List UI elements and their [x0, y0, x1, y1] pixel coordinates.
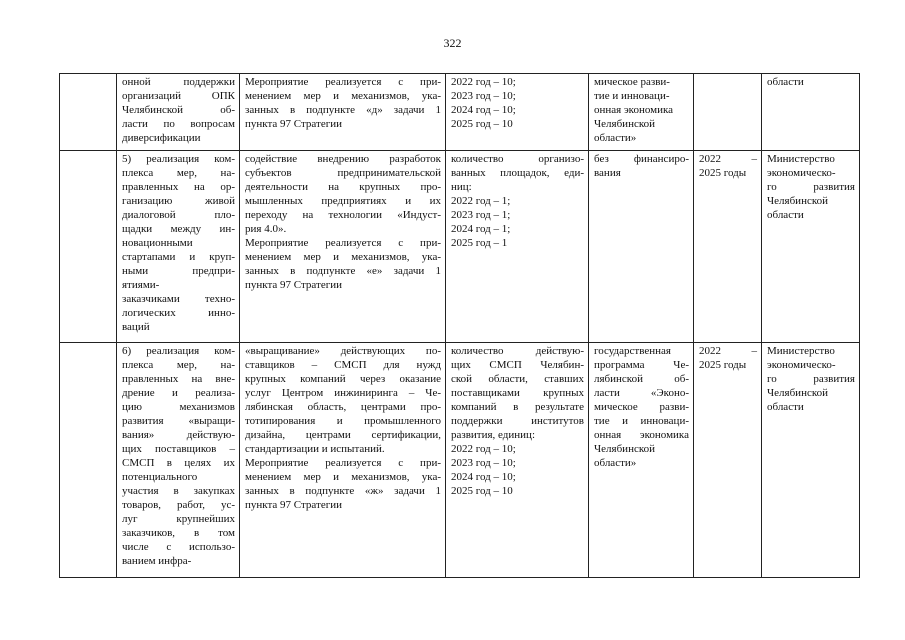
cell-line: онная экономика: [594, 104, 674, 116]
cell-line: тотипирования и промышленного: [245, 415, 441, 427]
cell-line: услуг Центром инжиниринга – Че-: [245, 387, 441, 399]
cell-line: без финансиро-: [594, 153, 689, 165]
cell-line: правленных на ор-: [122, 181, 235, 193]
cell-funding: [589, 343, 694, 578]
cell-line: потенциального: [122, 471, 198, 483]
cell-line: экономическо-: [767, 359, 836, 371]
cell-line: 2024 год – 10;: [451, 104, 516, 116]
cell-line: 2023 год – 10;: [451, 90, 516, 102]
cell-number: [60, 74, 117, 151]
cell-line: го развития: [767, 373, 855, 385]
cell-line: Челябинской: [767, 195, 829, 207]
cell-line: 2025 годы: [699, 167, 747, 179]
cell-line: заказчиков, в том: [122, 527, 235, 539]
cell-line: 2022 год – 1;: [451, 195, 511, 207]
cell-line: 2025 год – 10: [451, 118, 513, 130]
cell-line: Министерство: [767, 153, 835, 165]
cell-responsible: [762, 151, 860, 343]
cell-measure-name: [117, 151, 240, 343]
cell-line: государственная: [594, 345, 671, 357]
cell-line: диверсификации: [122, 132, 201, 144]
cell-line: вания» действую-: [122, 429, 235, 441]
cell-line: занных в подпункте «ж» задачи 1: [245, 485, 441, 497]
cell-line: щих поставщиков –: [122, 443, 235, 455]
cell-measure-name: [117, 74, 240, 151]
cell-line: количество организо-: [451, 153, 584, 165]
cell-line: ниц:: [451, 181, 472, 193]
cell-content: [240, 151, 446, 343]
cell-line: логических инно-: [122, 307, 235, 319]
cell-line: менением мер и механизмов, ука-: [245, 471, 441, 483]
cell-number: [60, 343, 117, 578]
cell-line: онная экономика: [594, 429, 689, 441]
cell-line: дизайна, центрами сертификации,: [245, 429, 441, 441]
cell-line: 2025 год – 1: [451, 237, 508, 249]
cell-line: плекса мер, на-: [122, 359, 235, 371]
cell-line: ской области, ставших: [451, 373, 584, 385]
cell-line: Мероприятие реализуется с при-: [245, 457, 441, 469]
cell-line: плекса мер, на-: [122, 167, 235, 179]
cell-funding: [589, 74, 694, 151]
cell-line: 6) реализация ком-: [122, 345, 235, 357]
page-number: 322: [443, 36, 462, 50]
cell-line: «выращивание» действующих по-: [245, 345, 441, 357]
cell-line: ятиями-: [122, 279, 160, 291]
cell-line: области»: [594, 457, 637, 469]
cell-period: [694, 343, 762, 578]
cell-line: содействие внедрению разработок: [245, 153, 441, 165]
cell-line: Мероприятие реализуется с при-: [245, 76, 441, 88]
cell-line: мышленных предприятиях и их: [245, 195, 441, 207]
cell-line: Мероприятие реализуется с при-: [245, 237, 441, 249]
cell-line: луг крупнейших: [122, 513, 235, 525]
cell-line: вания: [594, 167, 621, 179]
cell-line: переходу на технологии «Индуст-: [245, 209, 441, 221]
cell-line: 2022 год – 10;: [451, 443, 516, 455]
cell-line: тие и инноваци-: [594, 90, 670, 102]
cell-line: ганизацию живой: [122, 195, 235, 207]
cell-line: стандартизации и испытаний.: [245, 443, 385, 455]
cell-line: субъектов предпринимательской: [245, 167, 441, 179]
cell-line: области»: [594, 132, 637, 144]
cell-number: [60, 151, 117, 343]
cell-line: Челябинской: [594, 443, 656, 455]
cell-line: цию механизмов: [122, 401, 235, 413]
cell-line: числе с использо-: [122, 541, 235, 553]
cell-line: го развития: [767, 181, 855, 193]
cell-line: Челябинской об-: [122, 104, 235, 116]
cell-line: лябинской об-: [594, 373, 689, 385]
cell-indicator: [446, 74, 589, 151]
cell-line: программа Че-: [594, 359, 689, 371]
cell-line: 2023 год – 1;: [451, 209, 511, 221]
cell-line: пункта 97 Стратегии: [245, 118, 343, 130]
cell-line: правленных на вне-: [122, 373, 235, 385]
cell-line: 2022 –: [699, 345, 757, 357]
cell-line: Челябинской: [594, 118, 656, 130]
cell-line: развития, единиц:: [451, 429, 535, 441]
cell-line: занных в подпункте «д» задачи 1: [245, 104, 441, 116]
cell-line: диалоговой пло-: [122, 209, 235, 221]
cell-measure-name: [117, 343, 240, 578]
cell-line: крупных компаний через оказание: [245, 373, 441, 385]
cell-line: менением мер и механизмов, ука-: [245, 90, 441, 102]
cell-line: СМСП в целях их: [122, 457, 235, 469]
cell-line: компаний в результате: [451, 401, 584, 413]
cell-line: организаций ОПК: [122, 90, 235, 102]
cell-line: 5) реализация ком-: [122, 153, 235, 165]
cell-line: ванных площадок, еди-: [451, 167, 584, 179]
cell-line: товаров, работ, ус-: [122, 499, 235, 511]
cell-line: щадки между ин-: [122, 223, 235, 235]
cell-line: Челябинской: [767, 387, 829, 399]
cell-line: ными предпри-: [122, 265, 235, 277]
table-row: [60, 74, 860, 151]
cell-line: лябинская область, центрами про-: [245, 401, 441, 413]
cell-line: онной поддержки: [122, 76, 235, 88]
cell-line: ставщиков – СМСП для нужд: [245, 359, 441, 371]
cell-line: поставщиками крупных: [451, 387, 584, 399]
cell-content: [240, 343, 446, 578]
cell-line: количество действую-: [451, 345, 584, 357]
cell-line: деятельности на крупных про-: [245, 181, 441, 193]
cell-line: ласти по вопросам: [122, 118, 235, 130]
cell-line: области: [767, 76, 804, 88]
cell-line: пункта 97 Стратегии: [245, 279, 343, 291]
cell-line: новационными: [122, 237, 193, 249]
cell-indicator: [446, 343, 589, 578]
cell-line: Министерство: [767, 345, 835, 357]
cell-line: пункта 97 Стратегии: [245, 499, 343, 511]
cell-line: развития «выращи-: [122, 415, 235, 427]
cell-line: 2025 годы: [699, 359, 747, 371]
cell-line: области: [767, 401, 804, 413]
cell-line: участия в закупках: [122, 485, 235, 497]
cell-line: мическое разви-: [594, 401, 689, 413]
cell-line: заказчиками техно-: [122, 293, 235, 305]
cell-line: области: [767, 209, 804, 221]
cell-responsible: [762, 74, 860, 151]
cell-line: щих СМСП Челябин-: [451, 359, 584, 371]
cell-line: 2024 год – 1;: [451, 223, 511, 235]
cell-period: [694, 74, 762, 151]
cell-line: ласти «Эконо-: [594, 387, 689, 399]
table-row: [60, 343, 860, 578]
cell-period: [694, 151, 762, 343]
cell-line: мическое разви-: [594, 76, 670, 88]
cell-line: поддержки институтов: [451, 415, 584, 427]
cell-line: рия 4.0».: [245, 223, 287, 235]
cell-line: 2022 год – 10;: [451, 76, 516, 88]
cell-line: экономическо-: [767, 167, 836, 179]
measures-table: [59, 73, 860, 578]
cell-line: тие и инноваци-: [594, 415, 689, 427]
cell-line: менением мер и механизмов, ука-: [245, 251, 441, 263]
cell-line: дрение и реализа-: [122, 387, 235, 399]
cell-line: 2025 год – 10: [451, 485, 513, 497]
cell-line: занных в подпункте «е» задачи 1: [245, 265, 441, 277]
table-row: [60, 151, 860, 343]
cell-line: 2024 год – 10;: [451, 471, 516, 483]
cell-line: ваций: [122, 321, 150, 333]
cell-line: 2023 год – 10;: [451, 457, 516, 469]
cell-responsible: [762, 343, 860, 578]
cell-indicator: [446, 151, 589, 343]
cell-line: 2022 –: [699, 153, 757, 165]
cell-line: стартапами и круп-: [122, 251, 235, 263]
cell-content: [240, 74, 446, 151]
cell-line: ванием инфра-: [122, 555, 192, 567]
cell-funding: [589, 151, 694, 343]
